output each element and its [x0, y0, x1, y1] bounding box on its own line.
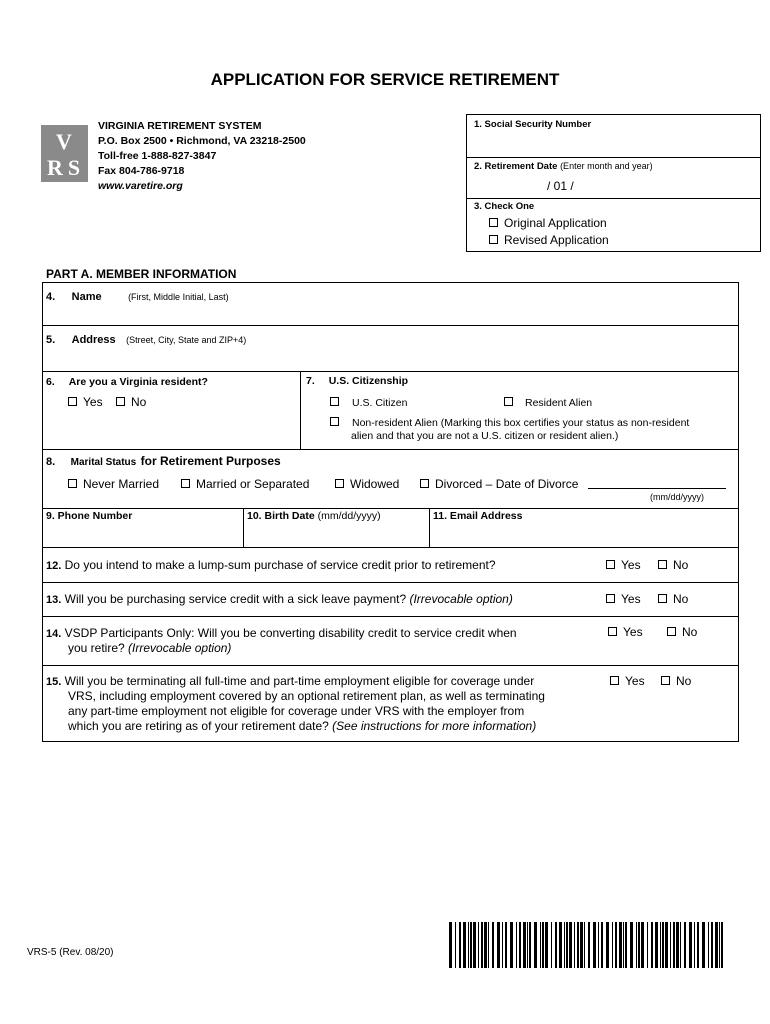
question-14-no-label: No	[682, 625, 698, 639]
svg-text:R: R	[47, 155, 63, 180]
marital-status-label-a: Marital Status	[70, 457, 137, 468]
barcode-bar	[566, 922, 568, 968]
barcode-bar	[540, 922, 541, 968]
part-a-heading: PART A. MEMBER INFORMATION	[46, 267, 237, 281]
barcode-bar	[651, 922, 653, 968]
married-option[interactable]	[181, 477, 309, 491]
question-15-note: (See instructions for more information)	[332, 719, 537, 733]
citizenship-number: 7.	[306, 375, 315, 387]
retirement-date-hint: (Enter month and year)	[560, 161, 653, 171]
question-13-yes[interactable]	[606, 592, 641, 606]
never-married-option[interactable]	[68, 477, 159, 491]
barcode-bar	[488, 922, 489, 968]
never-married-label: Never Married	[83, 477, 160, 491]
question-12-yes-checkbox[interactable]	[606, 560, 615, 569]
barcode-bar	[551, 922, 552, 968]
barcode-bar	[455, 922, 456, 968]
birth-date-hint: (mm/dd/yyyy)	[317, 510, 381, 522]
barcode-bar	[606, 922, 609, 968]
barcode-bar	[665, 922, 668, 968]
barcode-bar	[542, 922, 544, 968]
question-14-yes-checkbox[interactable]	[608, 627, 617, 636]
marital-status-label	[46, 452, 281, 470]
barcode-bar	[555, 922, 557, 968]
barcode-bar	[612, 922, 613, 968]
org-website: www.varetire.org	[98, 180, 183, 192]
va-resident-no-label: No	[131, 395, 147, 409]
revised-application-checkbox[interactable]	[489, 235, 498, 244]
barcode-bar	[660, 922, 661, 968]
question-15-no-label: No	[676, 674, 692, 688]
nonresident-alien-label-1: Non-resident Alien (Marking this box certifies your status as non-resident	[352, 417, 690, 429]
barcode-bar	[463, 922, 466, 968]
barcode-bar	[527, 922, 528, 968]
us-citizen-label: U.S. Citizen	[352, 397, 408, 409]
us-citizen-option[interactable]	[330, 397, 407, 409]
barcode-bar	[478, 922, 479, 968]
never-married-checkbox[interactable]	[68, 479, 77, 488]
question-15-number: 15.	[46, 676, 62, 688]
married-checkbox[interactable]	[181, 479, 190, 488]
barcode-bar	[615, 922, 617, 968]
birth-date-field[interactable]	[245, 523, 427, 545]
question-15-yes-checkbox[interactable]	[610, 676, 619, 685]
barcode-bar	[545, 922, 548, 968]
divorced-option[interactable]	[420, 477, 578, 491]
barcode-bar	[598, 922, 599, 968]
barcode-bar	[680, 922, 681, 968]
widowed-option[interactable]	[335, 477, 399, 491]
barcode-bar	[636, 922, 637, 968]
original-application-label: Original Application	[504, 216, 607, 230]
question-14-line-2	[68, 641, 231, 656]
question-15-no[interactable]	[661, 674, 691, 688]
barcode-bar	[449, 922, 452, 968]
va-resident-yes-label: Yes	[83, 395, 103, 409]
barcode-bar	[459, 922, 461, 968]
question-13-no-label: No	[673, 592, 689, 606]
question-13	[46, 592, 513, 608]
barcode-bar	[593, 922, 596, 968]
barcode-bar	[697, 922, 699, 968]
question-12-text: Do you intend to make a lump-sum purchase of service credit prior to retirement?	[64, 558, 496, 572]
revised-application-option[interactable]	[489, 233, 609, 247]
org-info	[98, 119, 306, 194]
nonresident-alien-checkbox[interactable]	[330, 417, 339, 426]
barcode-bar	[670, 922, 671, 968]
question-15	[46, 674, 534, 690]
marital-status-number: 8.	[46, 456, 56, 468]
question-14	[46, 626, 517, 642]
birth-date-label-a: 10. Birth Date	[247, 510, 315, 522]
form-title: APPLICATION FOR SERVICE RETIREMENT	[210, 70, 560, 89]
form-revision: VRS-5 (Rev. 08/20)	[27, 947, 114, 958]
org-name: VIRGINIA RETIREMENT SYSTEM	[98, 120, 262, 132]
barcode-bar	[689, 922, 692, 968]
widowed-checkbox[interactable]	[335, 479, 344, 488]
va-resident-label	[46, 376, 208, 388]
question-12-yes[interactable]	[606, 558, 641, 572]
divorce-date-field[interactable]	[588, 488, 726, 489]
question-13-text: Will you be purchasing service credit with a sick leave payment?	[64, 592, 407, 606]
barcode-bar	[721, 922, 723, 968]
nonresident-alien-option[interactable]	[330, 417, 689, 430]
va-resident-label-text: Are you a Virginia resident?	[68, 376, 208, 388]
question-12-number: 12.	[46, 560, 62, 572]
divorce-date-hint: (mm/dd/yyyy)	[650, 492, 704, 502]
barcode-bar	[676, 922, 679, 968]
divorced-checkbox[interactable]	[420, 479, 429, 488]
va-resident-no-checkbox[interactable]	[116, 397, 125, 406]
barcode-bar	[619, 922, 622, 968]
org-fax: Fax 804-786-9718	[98, 165, 185, 177]
question-15-line-1: Will you be terminating all full-time and part-time employment eligible for coverage under	[64, 674, 535, 688]
question-13-no[interactable]	[658, 592, 688, 606]
question-14-number: 14.	[46, 628, 62, 640]
email-label: 11. Email Address	[433, 510, 523, 522]
address-number: 5.	[46, 334, 56, 346]
original-application-checkbox[interactable]	[489, 218, 498, 227]
barcode-bar	[673, 922, 675, 968]
barcode-bar	[505, 922, 507, 968]
barcode-bar	[580, 922, 583, 968]
question-14-line-1: VSDP Participants Only: Will you be converting disability credit to service credit when	[64, 626, 517, 640]
question-15-yes-label: Yes	[625, 674, 645, 688]
barcode-bar	[497, 922, 500, 968]
phone-label: 9. Phone Number	[46, 510, 133, 522]
name-field[interactable]	[44, 301, 736, 323]
barcode-bar	[473, 922, 476, 968]
question-15-line-3: any part-time employment not eligible for coverage under VRS with the employer from	[68, 704, 525, 718]
address-field[interactable]	[44, 345, 736, 369]
question-13-yes-label: Yes	[621, 592, 641, 606]
barcode-bar	[702, 922, 705, 968]
va-resident-yes[interactable]	[68, 395, 103, 409]
question-13-no-checkbox[interactable]	[658, 594, 667, 603]
barcode-bar	[694, 922, 695, 968]
barcode-bar	[584, 922, 585, 968]
barcode-bar	[625, 922, 627, 968]
barcode-bar	[502, 922, 503, 968]
barcode-bar	[708, 922, 709, 968]
barcode-bar	[534, 922, 537, 968]
barcode-bar	[523, 922, 526, 968]
barcode-bar	[470, 922, 472, 968]
barcode-bar	[529, 922, 531, 968]
question-14-note: (Irrevocable option)	[128, 641, 232, 655]
barcode-bar	[601, 922, 603, 968]
resident-alien-checkbox[interactable]	[504, 397, 513, 406]
barcode-bar	[510, 922, 513, 968]
birth-date-label	[247, 510, 381, 522]
barcode-bar	[630, 922, 633, 968]
barcode-bar	[647, 922, 648, 968]
name-hint: (First, Middle Initial, Last)	[128, 292, 229, 302]
question-14-no-checkbox[interactable]	[667, 627, 676, 636]
svg-text:V: V	[56, 129, 72, 154]
question-13-note: (Irrevocable option)	[409, 592, 513, 606]
barcode-bar	[655, 922, 658, 968]
citizenship-label	[306, 375, 408, 387]
question-14-yes-label: Yes	[623, 625, 643, 639]
barcode-bar	[516, 922, 517, 968]
question-15-line-4	[68, 719, 536, 734]
barcode-bar	[684, 922, 686, 968]
name-number: 4.	[46, 291, 56, 303]
barcode-bar	[492, 922, 494, 968]
barcode-bar	[481, 922, 483, 968]
barcode-bar	[468, 922, 469, 968]
question-12	[46, 558, 496, 574]
nonresident-alien-label-2: alien and that you are not a U.S. citizen or resident alien.)	[351, 430, 619, 442]
barcode-bar	[588, 922, 590, 968]
check-one-label: 3. Check One	[474, 201, 535, 212]
va-resident-number: 6.	[46, 376, 55, 388]
question-13-yes-checkbox[interactable]	[606, 594, 615, 603]
question-15-line-4-text: which you are retiring as of your retirement date?	[68, 719, 329, 733]
retirement-info-box	[466, 114, 761, 252]
widowed-label: Widowed	[350, 477, 400, 491]
resident-alien-label: Resident Alien	[525, 397, 593, 409]
question-12-no-label: No	[673, 558, 689, 572]
barcode-bar	[711, 922, 713, 968]
ssn-field[interactable]	[468, 131, 758, 155]
question-14-no[interactable]	[667, 625, 697, 639]
address-label-text: Address	[71, 334, 116, 346]
revised-application-label: Revised Application	[504, 233, 609, 247]
barcode-bar	[559, 922, 562, 968]
barcode-bar	[569, 922, 572, 968]
question-14-line-2-text: you retire?	[68, 641, 125, 655]
va-resident-no[interactable]	[116, 395, 146, 409]
original-application-option[interactable]	[489, 216, 607, 230]
question-14-yes[interactable]	[608, 625, 643, 639]
retirement-date-field[interactable]: / 01 /	[547, 179, 574, 193]
question-12-no-checkbox[interactable]	[658, 560, 667, 569]
vrs-logo	[41, 125, 88, 182]
barcode-bar	[574, 922, 575, 968]
barcode-bar	[641, 922, 644, 968]
org-tollfree: Toll-free 1-888-827-3847	[98, 150, 217, 162]
barcode	[449, 922, 726, 968]
marital-status-label-b: for Retirement Purposes	[140, 454, 281, 468]
divorced-label: Divorced – Date of Divorce	[435, 477, 579, 491]
married-label: Married or Separated	[196, 477, 310, 491]
barcode-bar	[484, 922, 487, 968]
barcode-bar	[564, 922, 565, 968]
barcode-bar	[662, 922, 664, 968]
retirement-date-label	[474, 161, 653, 172]
va-resident-yes-checkbox[interactable]	[68, 397, 77, 406]
barcode-bar	[638, 922, 640, 968]
us-citizen-checkbox[interactable]	[330, 397, 339, 406]
question-15-line-2: VRS, including employment covered by an optional retirement plan, as well as terminating	[68, 689, 545, 703]
barcode-bar	[623, 922, 624, 968]
email-field[interactable]	[431, 523, 736, 545]
question-13-number: 13.	[46, 594, 62, 606]
citizenship-label-text: U.S. Citizenship	[328, 375, 409, 387]
resident-alien-option[interactable]	[504, 397, 592, 409]
question-12-yes-label: Yes	[621, 558, 641, 572]
barcode-bar	[519, 922, 521, 968]
question-12-no[interactable]	[658, 558, 688, 572]
member-information-table	[42, 282, 739, 742]
question-15-yes[interactable]	[610, 674, 645, 688]
address-hint: (Street, City, State and ZIP+4)	[126, 335, 247, 345]
ssn-label: 1. Social Security Number	[474, 119, 592, 130]
phone-field[interactable]	[44, 523, 241, 545]
retirement-date-label-text: 2. Retirement Date	[474, 161, 558, 172]
question-15-no-checkbox[interactable]	[661, 676, 670, 685]
barcode-bar	[577, 922, 579, 968]
barcode-bar	[715, 922, 718, 968]
org-address: P.O. Box 2500 • Richmond, VA 23218-2500	[98, 135, 306, 147]
barcode-bar	[719, 922, 720, 968]
name-label-text: Name	[71, 291, 102, 303]
svg-text:S: S	[67, 155, 81, 180]
